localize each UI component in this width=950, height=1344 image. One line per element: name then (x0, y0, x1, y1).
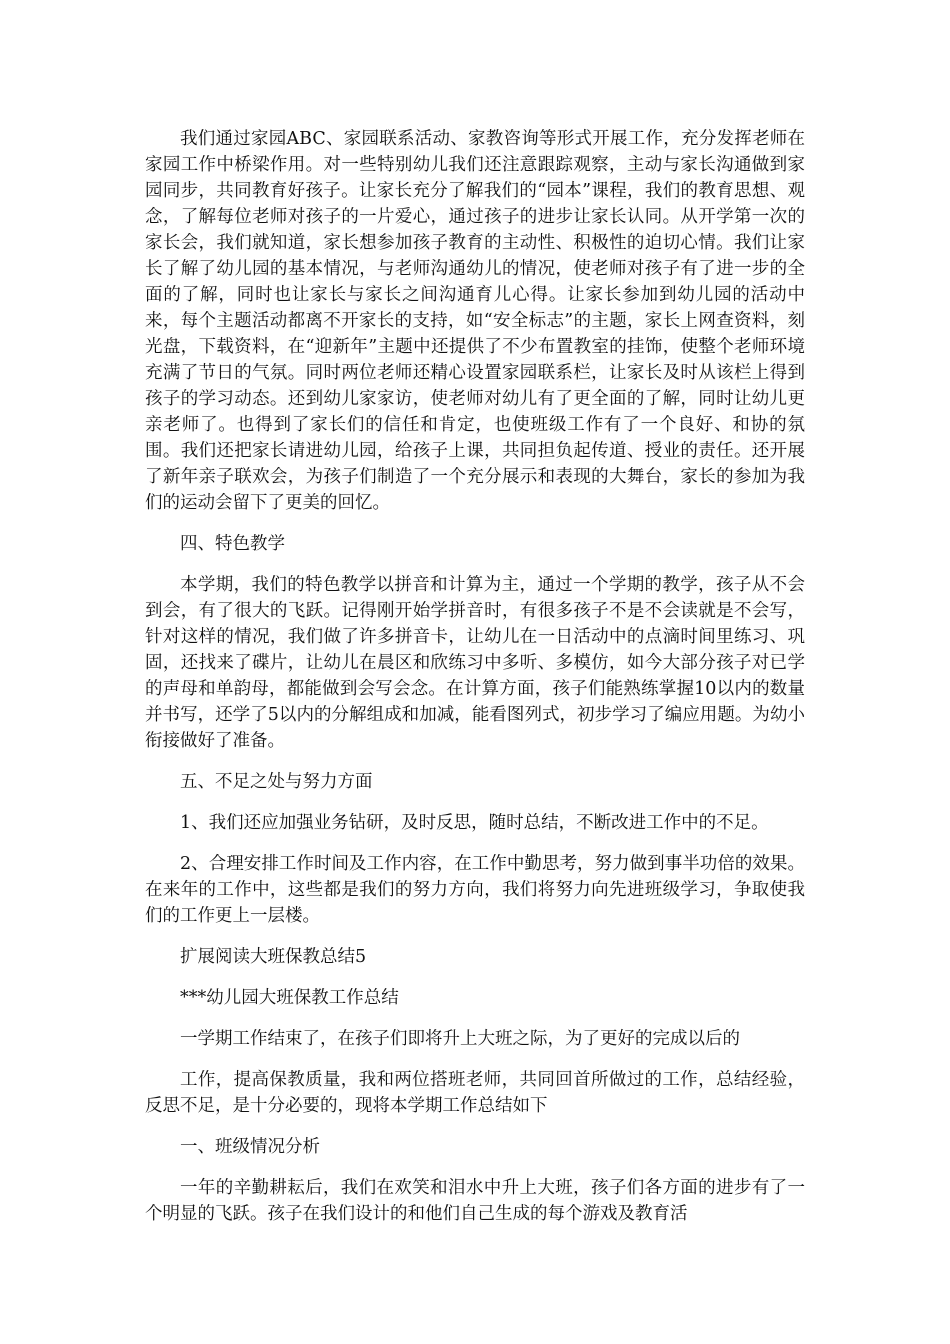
paragraph-shortcoming-2: 2、合理安排工作时间及工作内容，在工作中勤思考，努力做到事半功倍的效果。在来年的工作中，这些都是我们的努力方向，我们将努力向先进班级学习，争取使我们的工作更上一层楼。 (145, 854, 805, 926)
document-page (145, 126, 805, 1242)
paragraph-intro-1: 一学期工作结束了，在孩子们即将升上大班之际，为了更好的完成以后的 (180, 1029, 740, 1049)
paragraph-special-teaching: 本学期，我们的特色教学以拼音和计算为主，通过一个学期的教学，孩子从不会到会，有了很大的飞跃。记得刚开始学拼音时，有很多孩子不是不会读就是不会写，针对这样的情况，我们做了许多拼音卡，让幼儿在一日活动中的点滴时间里练习、巩固，还找来了碟片，让幼儿在晨区和欣练习中多听、多模仿，如今大部分孩子对已学的声母和单韵母，都能做到会写会念。在计算方面，孩子们能熟练掌握10以内的数量并书写，还学了5以内的分解组成和加减，能看图列式，初步学习了编应用题。为幼小衔接做好了准备。 (145, 575, 805, 751)
heading-class-analysis: 一、班级情况分析 (180, 1137, 320, 1157)
paragraph-class-analysis: 一年的辛勤耕耘后，我们在欢笑和泪水中升上大班，孩子们各方面的进步有了一个明显的飞跃。孩子在我们设计的和他们自己生成的每个游戏及教育活 (145, 1178, 805, 1224)
heading-summary-title: ***幼儿园大班保教工作总结 (180, 988, 399, 1008)
heading-special-teaching: 四、特色教学 (180, 534, 285, 554)
paragraph-family-cooperation: 我们通过家园ABC、家园联系活动、家教咨询等形式开展工作，充分发挥老师在家园工作中桥梁作用。对一些特别幼儿我们还注意跟踪观察，主动与家长沟通做到家园同步，共同教育好孩子。让家长充分了解我们的“园本”课程，我们的教育思想、观念，了解每位老师对孩子的一片爱心，通过孩子的进步让家长认同。从开学第一次的家长会，我们就知道，家长想参加孩子教育的主动性、积极性的迫切心情。我们让家长了解了幼儿园的基本情况，与老师沟通幼儿的情况，使老师对孩子有了进一步的全面的了解，同时也让家长与家长之间沟通育儿心得。让家长参加到幼儿园的活动中来，每个主题活动都离不开家长的支持，如“安全标志”的主题，家长上网查资料，刻光盘，下载资料，在“迎新年”主题中还提供了不少布置教室的挂饰，使整个老师环境充满了节日的气氛。同时两位老师还精心设置家园联系栏，让家长及时从该栏上得到孩子的学习动态。还到幼儿家家访，使老师对幼儿有了更全面的了解，同时让幼儿更亲老师了。也得到了家长们的信任和肯定，也使班级工作有了一个良好、和协的氛围。我们还把家长请进幼儿园，给孩子上课，共同担负起传道、授业的责任。还开展了新年亲子联欢会，为孩子们制造了一个充分展示和表现的大舞台，家长的参加为我们的运动会留下了更美的回忆。 (145, 129, 805, 513)
paragraph-intro-2: 工作，提高保教质量，我和两位搭班老师，共同回首所做过的工作，总结经验，反思不足，是十分必要的，现将本学期工作总结如下 (145, 1070, 805, 1116)
paragraph-shortcoming-1: 1、我们还应加强业务钻研，及时反思，随时总结，不断改进工作中的不足。 (180, 813, 769, 833)
heading-extended-reading: 扩展阅读大班保教总结5 (180, 947, 367, 967)
heading-shortcomings: 五、不足之处与努力方面 (180, 772, 373, 792)
